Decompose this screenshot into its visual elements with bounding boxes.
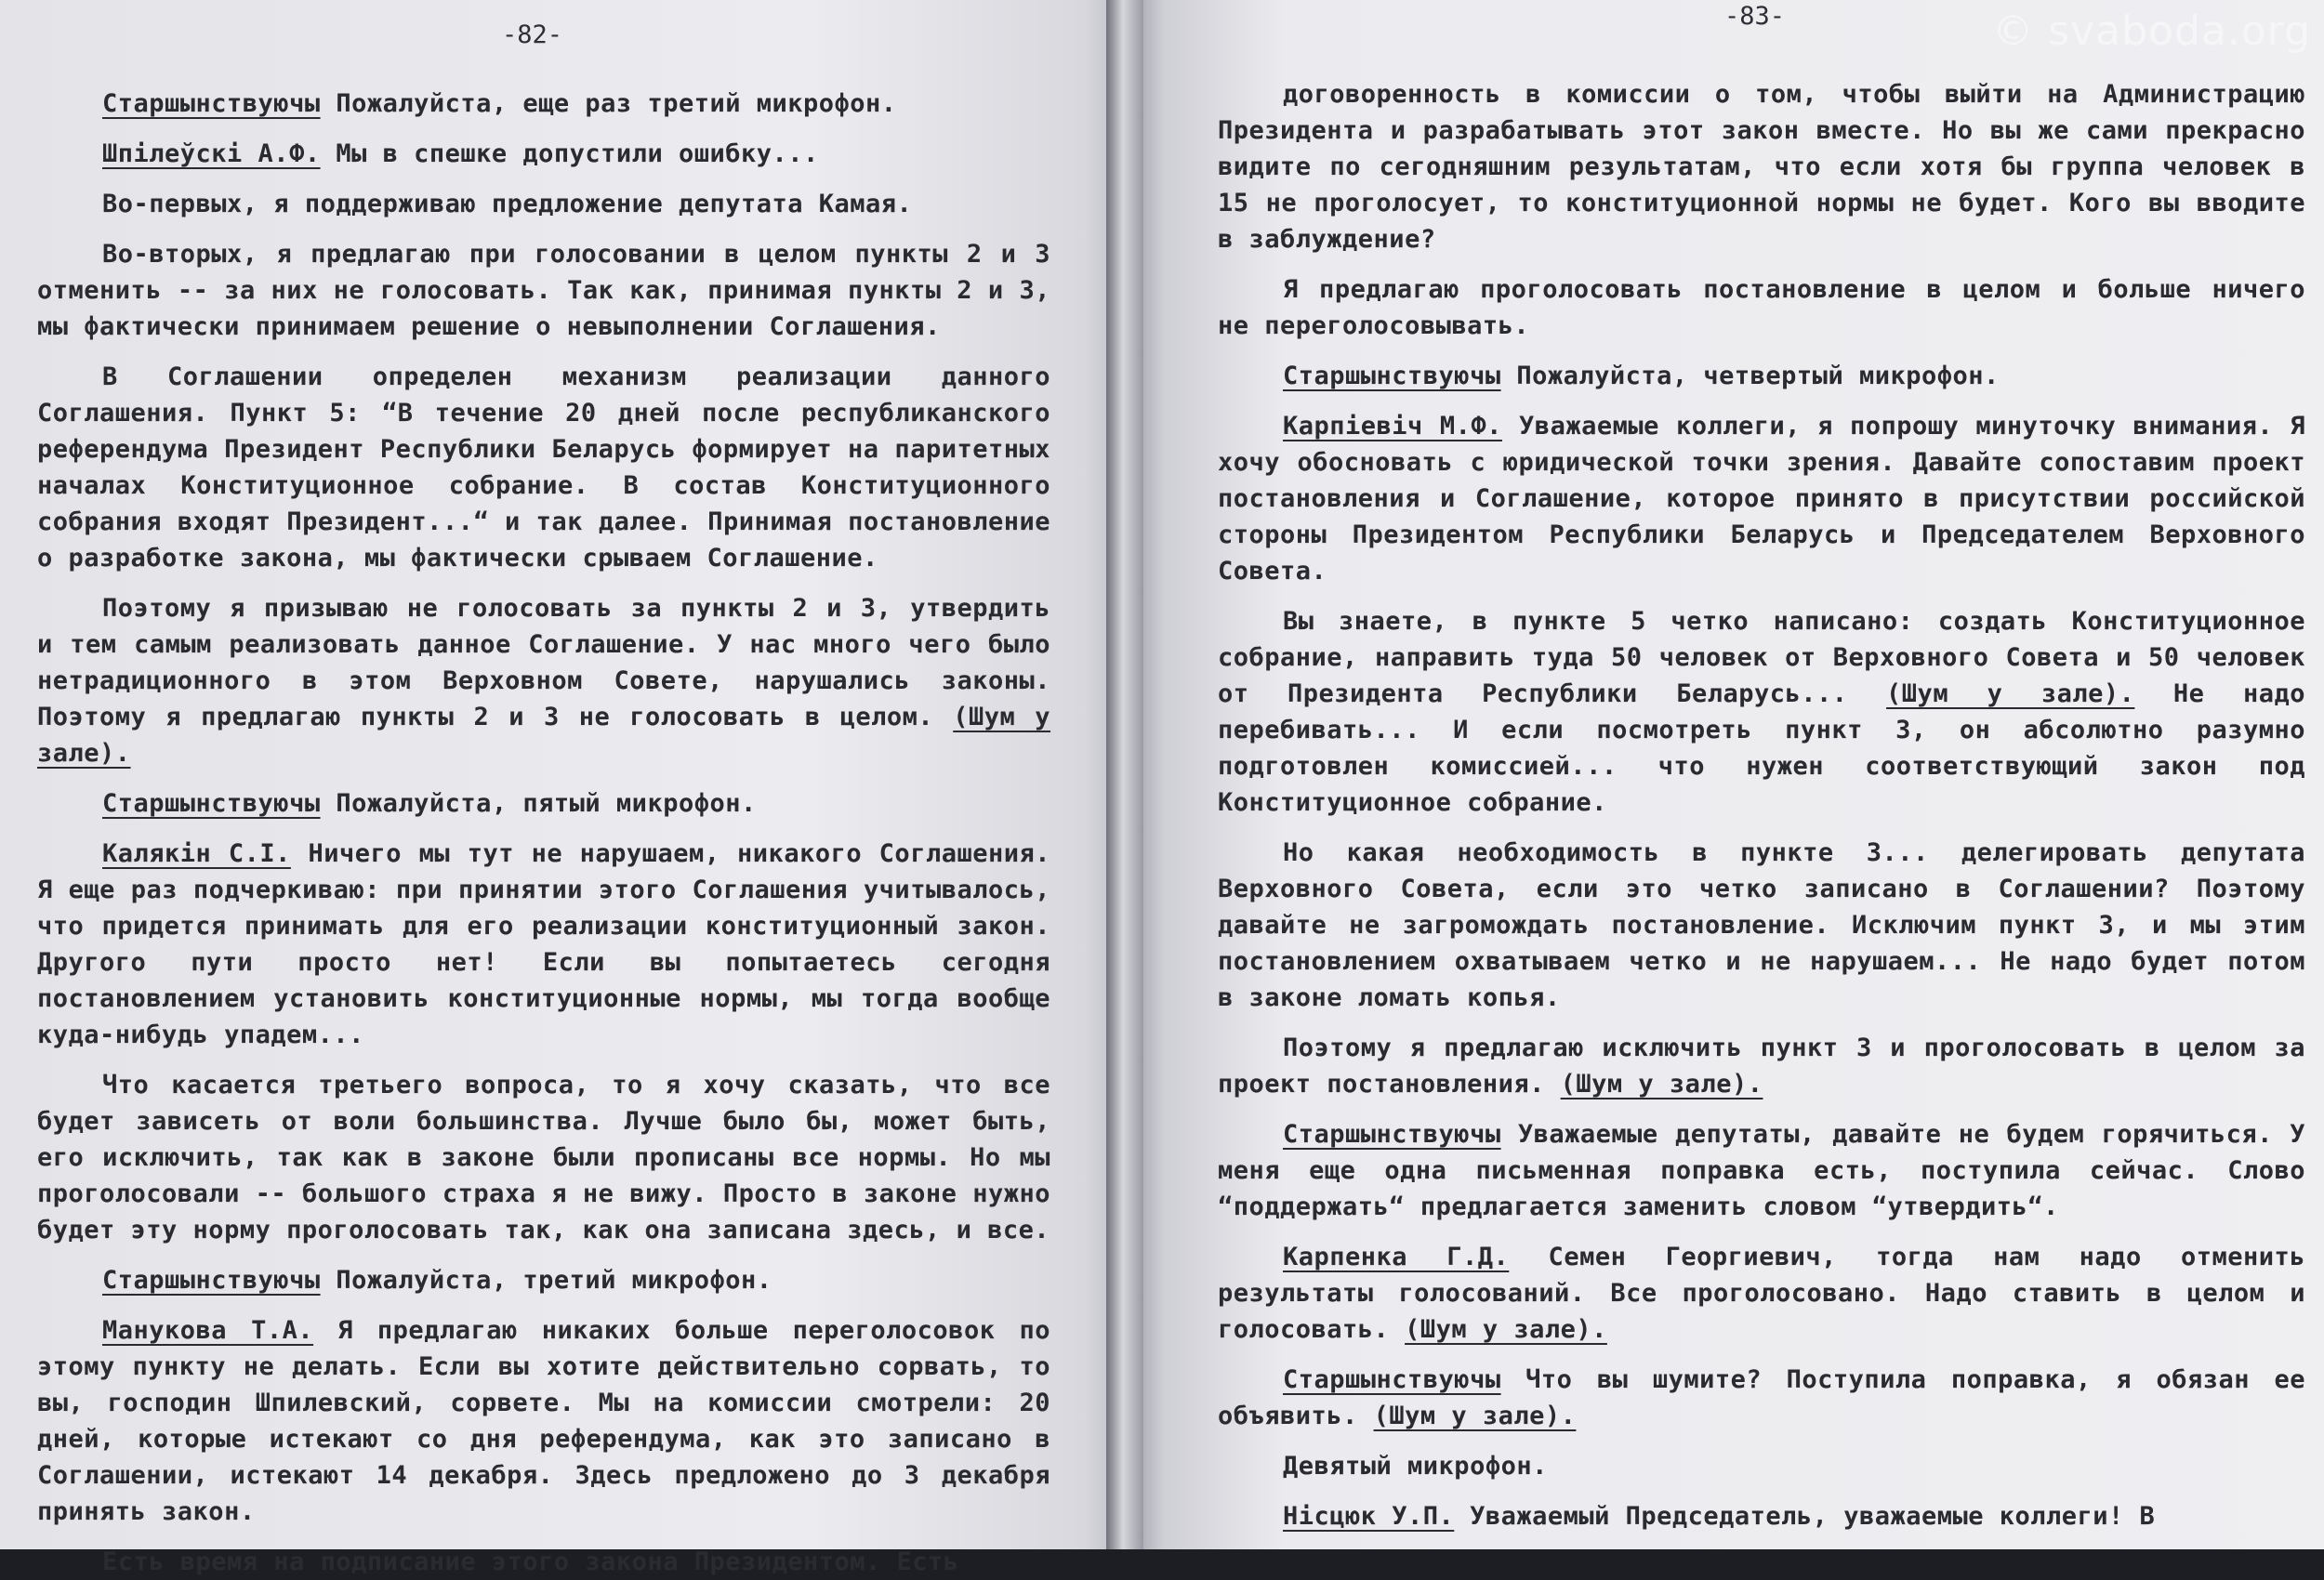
speech-text: Семен Георгиевич, тогда нам надо отменить результаты голосований. Все проголосовано. Надо ставить в целом и голосовать.: [1218, 1243, 2305, 1344]
speaker-name: Калякін С.І.: [102, 839, 291, 868]
speech-text: Во-первых, я поддерживаю предложение депутата Камая.: [102, 190, 913, 218]
speaker-name: Старшынствуючы: [1283, 1365, 1501, 1394]
paragraph: [1218, 603, 2305, 821]
paragraph: [1218, 1030, 2305, 1102]
speech-text: Пожалуйста, еще раз третий микрофон.: [320, 89, 897, 118]
paragraph: [1218, 1448, 2305, 1484]
paragraph: [1218, 1116, 2305, 1225]
speech-text-continued: Не надо перебивать... И если посмотреть пункт 3, он абсолютно разумно подготовлен комиссией... что нужен соответствующий закон под Конституционное собрание.: [1218, 679, 2305, 817]
speaker-name: Старшынствуючы: [1283, 362, 1501, 390]
speech-text: Мы в спешке допустили ошибку...: [320, 139, 819, 168]
paragraph: [37, 836, 1050, 1053]
page-number-left: -82-: [502, 20, 563, 49]
paragraph: [37, 236, 1050, 345]
noise-remark: (Шум у зале).: [1373, 1402, 1577, 1430]
noise-remark: (Шум у зале).: [1560, 1070, 1763, 1099]
speech-text: Вы знаете, в пункте 5 четко написано: создать Конституционное собрание, направить туда 50 человек от Верховного Совета и 50 человек от Президента Республики Беларусь...: [1218, 607, 2305, 708]
speech-text: Есть время на подписание этого закона Президентом. Есть: [102, 1547, 959, 1576]
paragraph: [37, 186, 1050, 222]
speaker-name: Старшынствуючы: [1283, 1120, 1501, 1149]
speech-text: Ничего мы тут не нарушаем, никакого Соглашения. Я еще раз подчеркиваю: при принятии этого Соглашения учитывалось, что придется принимать для его реализации конституционный закон. Другого пути просто нет! Если вы попытаетесь сегодня постановлением установить конституционные нормы, мы тогда вообще куда-нибудь упадем...: [37, 839, 1050, 1049]
paragraph: [37, 590, 1050, 771]
noise-remark: (Шум у зале).: [37, 703, 1050, 768]
speaker-name: Карпіевіч М.Ф.: [1283, 412, 1502, 441]
speech-text: Уважаемые депутаты, давайте не будем горячиться. У меня еще одна письменная поправка есть, поступила сейчас. Слово “поддержать“ предлагается заменить словом “утвердить“.: [1218, 1120, 2305, 1221]
speech-text: Поэтому я предлагаю исключить пункт 3 и проголосовать в целом за проект постановления.: [1218, 1034, 2305, 1099]
paragraph: [1218, 76, 2305, 257]
speaker-name: Старшынствуючы: [102, 89, 321, 118]
speaker-name: Карпенка Г.Д.: [1283, 1243, 1510, 1271]
paragraph: [1218, 358, 2305, 394]
speaker-name: Манукова Т.А.: [102, 1316, 314, 1345]
paragraph: [37, 136, 1050, 172]
paragraph: [1218, 1362, 2305, 1434]
speaker-name: Старшынствуючы: [102, 1266, 321, 1295]
paragraph: [1218, 835, 2305, 1016]
speech-text: Уважаемые коллеги, я попрошу минуточку внимания. Я хочу обосновать с юридической точки зрения. Давайте сопоставим проект постановления и Соглашение, которое принято в присутствии российской стороны Президентом Республики Беларусь и Председателем Верховного Совета.: [1218, 412, 2305, 586]
speech-text: Пожалуйста, третий микрофон.: [320, 1266, 772, 1295]
speech-text: Я предлагаю никаких больше переголосовок по этому пункту не делать. Если вы хотите действительно сорвать, то вы, господин Шпилевский, сорвете. Мы на комиссии смотрели: 20 дней, которые истекают со дня референдума, как это записано в Соглашении, истекают 14 декабря. Здесь предложено до 3 декабря принять закон.: [37, 1316, 1050, 1526]
paragraph: [37, 359, 1050, 576]
speaker-name: Старшынствуючы: [102, 789, 321, 818]
paragraph: [37, 785, 1050, 822]
speech-text: Девятый микрофон.: [1283, 1452, 1548, 1481]
speech-text: Что вы шумите? Поступила поправка, я обязан ее объявить.: [1218, 1365, 2305, 1430]
page-number-right: -83-: [1724, 2, 1786, 31]
paragraph: [1218, 271, 2305, 344]
speech-text: Пожалуйста, четвертый микрофон.: [1500, 362, 2000, 390]
book-spine: [1106, 0, 1143, 1549]
speech-text: Но какая необходимость в пункте 3... делегировать депутата Верховного Совета, если это четко записано в Соглашении? Поэтому давайте не загромождать постановление. Исключим пункт 3, и мы этим постановлением охватываем четко и не нарушаем... Не надо будет потом в законе ломать копья.: [1218, 838, 2305, 1012]
speech-text: договоренность в комиссии о том, чтобы выйти на Администрацию Президента и разрабатывать этот закон вместе. Но вы же сами прекрасно видите по сегодняшним результатам, что если хотя бы группа человек в 15 не проголосует, то конституционной нормы не будет. Кого вы вводите в заблуждение?: [1218, 80, 2305, 254]
speech-text: Что касается третьего вопроса, то я хочу сказать, что все будет зависеть от воли большинства. Лучше было бы, может быть, его исключить, так как в законе были прописаны все нормы. Но мы проголосовали -- большого страха я не вижу. Просто в законе нужно будет эту норму проголосовать так, как она записана здесь, и все.: [37, 1071, 1050, 1244]
speech-text: Я предлагаю проголосовать постановление в целом и больше ничего не переголосовывать.: [1218, 275, 2305, 340]
right-page: [1116, 0, 2324, 1549]
speaker-name: Нісцюк У.П.: [1283, 1502, 1455, 1531]
speech-text: Пожалуйста, пятый микрофон.: [320, 789, 757, 818]
watermark: © svaboda.org: [1992, 7, 2311, 55]
speech-text: Поэтому я призываю не голосовать за пункты 2 и 3, утвердить и тем самым реализовать данное Соглашение. У нас много чего было нетрадиционного в этом Верховном Совете, нарушались законы. Поэтому я предлагаю пункты 2 и 3 не голосовать в целом.: [37, 594, 1050, 731]
paragraph: [1218, 408, 2305, 589]
noise-remark: (Шум у зале).: [1886, 679, 2135, 708]
paragraph: [37, 1312, 1050, 1530]
speech-text: Во-вторых, я предлагаю при голосовании в целом пункты 2 и 3 отменить -- за них не голосовать. Так как, принимая пункты 2 и 3, мы фактически принимаем решение о невыполнении Соглашения.: [37, 240, 1050, 341]
left-page: [0, 0, 1153, 1576]
speech-text: В Соглашении определен механизм реализации данного Соглашения. Пункт 5: “В течение 20 дней после республиканского референдума Президент Республики Беларусь формирует на паритетных началах Конституционное собрание. В состав Конституционного собрания входят Президент...“ и так далее. Принимая постановление о разработке закона, мы фактически срываем Соглашение.: [37, 362, 1050, 573]
paragraph: [37, 1262, 1050, 1298]
paragraph: [37, 1067, 1050, 1248]
left-page-text: [37, 86, 1050, 1580]
paragraph: [1218, 1498, 2305, 1534]
noise-remark: (Шум у зале).: [1405, 1315, 1607, 1344]
paragraph: [1218, 1239, 2305, 1348]
speech-text: Уважаемый Председатель, уважаемые коллеги! В: [1454, 1502, 2156, 1531]
right-page-text: [1218, 76, 2305, 1534]
paragraph: [37, 86, 1050, 122]
speaker-name: Шпілеўскі А.Ф.: [102, 139, 321, 168]
